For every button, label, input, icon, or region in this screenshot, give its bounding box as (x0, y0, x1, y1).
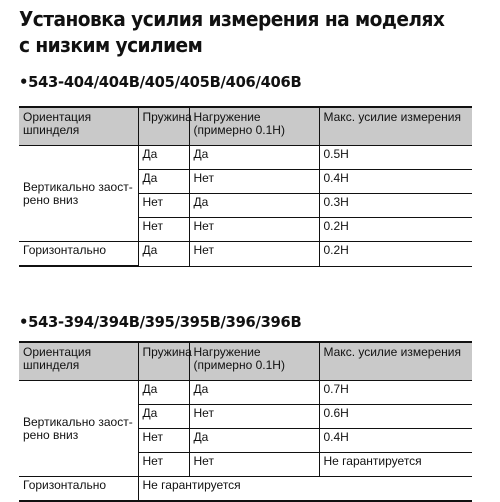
vertical-orientation-label: Вертикально заострено вниз (19, 146, 138, 242)
spring-cell: Нет (138, 429, 189, 453)
force-cell: 0.2Н (319, 218, 472, 242)
header-load: Нагружение (примерно 0.1Н) (189, 107, 319, 146)
horizontal-orientation-label: Горизонтально (19, 477, 138, 502)
force-cell: 0.3Н (319, 194, 472, 218)
spring-cell: Да (138, 146, 189, 170)
horizontal-orientation-label: Горизонтально (19, 242, 138, 267)
title-line-2: с низким усилием (19, 33, 203, 57)
force-cell: 0.7Н (319, 381, 472, 405)
load-cell: Да (189, 429, 319, 453)
spring-cell: Да (138, 405, 189, 429)
force-table-1 (19, 106, 472, 267)
header-orientation: Ориентация шпинделя (19, 342, 138, 381)
load-cell: Да (189, 146, 319, 170)
header-force: Макс. усилие измерения (319, 107, 472, 146)
load-cell: Нет (189, 453, 319, 477)
load-cell: Нет (189, 218, 319, 242)
header-force: Макс. усилие измерения (319, 342, 472, 381)
vertical-orientation-label: Вертикально заострено вниз (19, 381, 138, 477)
table-row (19, 381, 472, 405)
title-line-1: Установка усилия измерения на моделях (19, 7, 445, 31)
load-cell: Нет (189, 242, 319, 267)
model-heading-2: •543-394/394B/395/395B/396/396B (19, 313, 302, 331)
force-table-2 (19, 341, 472, 502)
load-cell: Да (189, 194, 319, 218)
spring-cell: Да (138, 170, 189, 194)
spring-cell: Нет (138, 453, 189, 477)
spring-cell: Да (138, 242, 189, 267)
table-row (19, 242, 472, 267)
header-orientation: Ориентация шпинделя (19, 107, 138, 146)
force-cell: 0.4Н (319, 429, 472, 453)
table-header-row (19, 107, 472, 146)
load-cell: Нет (189, 170, 319, 194)
header-spring: Пружина (138, 342, 189, 381)
model-heading-1: •543-404/404B/405/405B/406/406B (19, 73, 302, 91)
header-load: Нагружение (примерно 0.1Н) (189, 342, 319, 381)
horizontal-value-cell: Не гарантируется (138, 477, 472, 502)
force-cell: Не гарантируется (319, 453, 472, 477)
force-cell: 0.4Н (319, 170, 472, 194)
load-cell: Да (189, 381, 319, 405)
table-row (19, 146, 472, 170)
page-title (19, 6, 461, 58)
force-cell: 0.2Н (319, 242, 472, 267)
spring-cell: Нет (138, 218, 189, 242)
table-header-row (19, 342, 472, 381)
force-cell: 0.6Н (319, 405, 472, 429)
spring-cell: Да (138, 381, 189, 405)
spring-cell: Нет (138, 194, 189, 218)
force-cell: 0.5Н (319, 146, 472, 170)
header-spring: Пружина (138, 107, 189, 146)
load-cell: Нет (189, 405, 319, 429)
table-row (19, 477, 472, 502)
